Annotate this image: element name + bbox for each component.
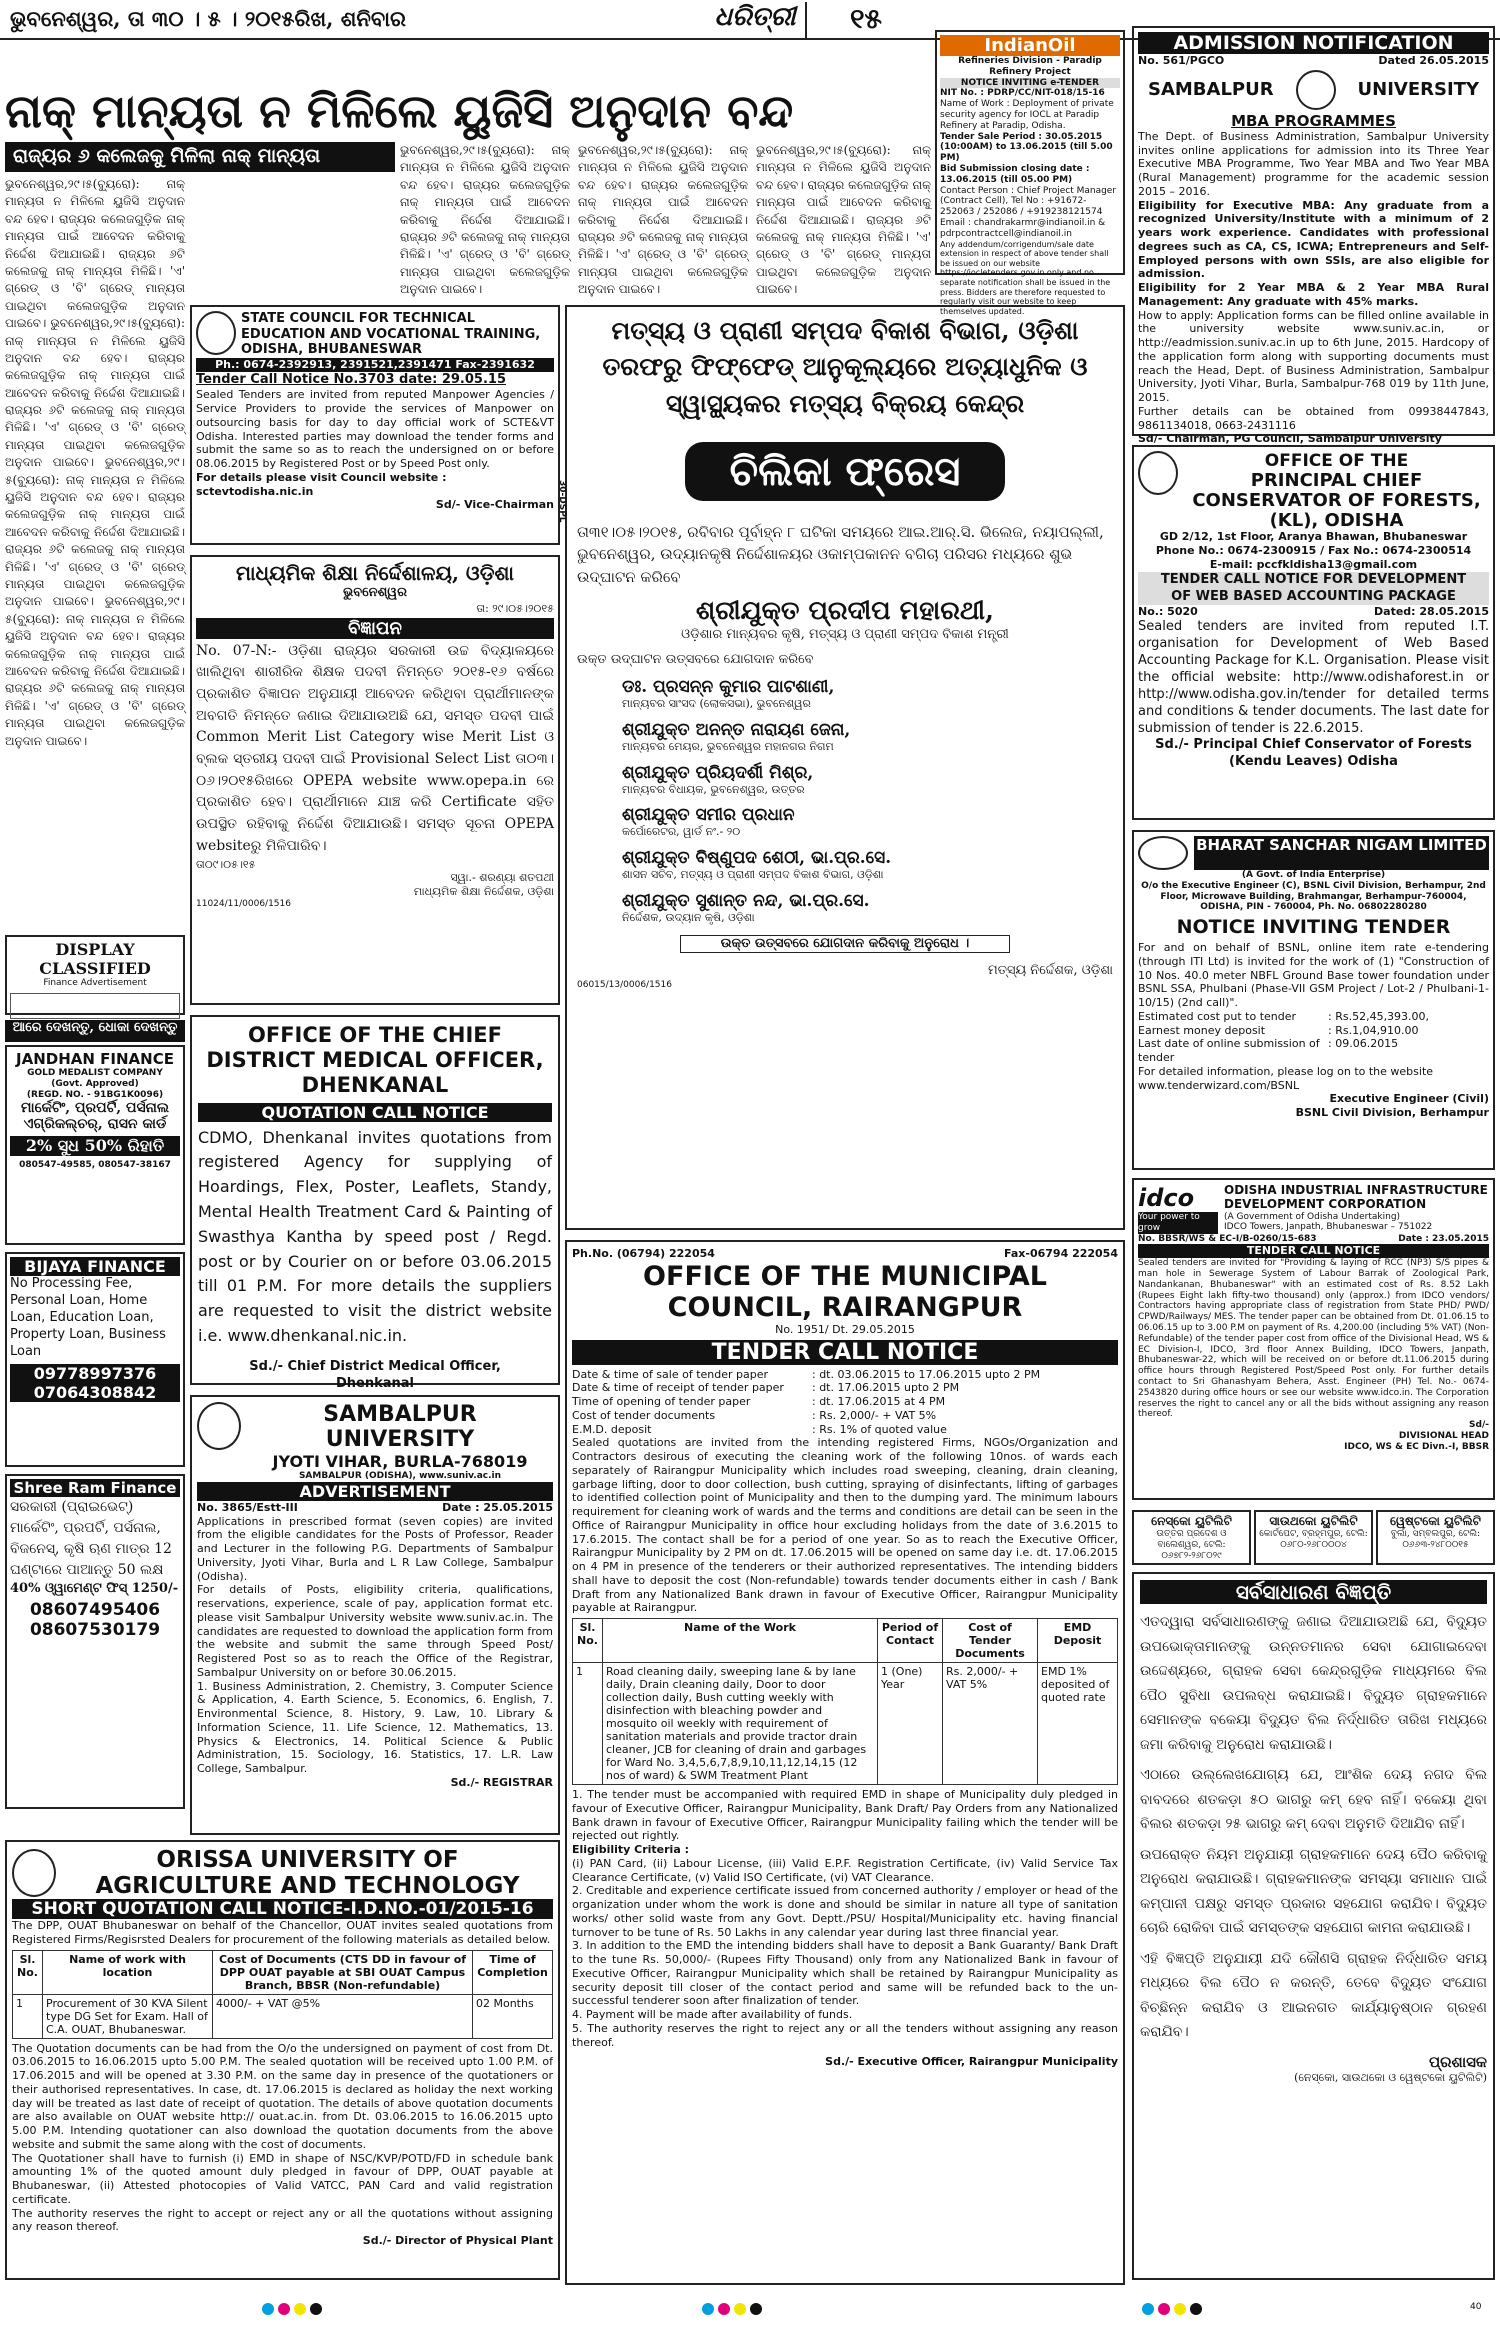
municipal-row: Cost of tender documents : Rs. 2,000/- + VAT 5%: [572, 1408, 937, 1422]
sctevt-ad: [190, 305, 560, 545]
indianoil-nit: NIT No. : PDRP/CC/NIT-018/15-16: [940, 88, 1105, 99]
municipal-phone: Ph.No. (06794) 222054: [572, 1247, 715, 1260]
indianoil-closing: Bid Submission closing date : 13.06.2015 (till 05.00 PM): [940, 163, 1090, 185]
bsnl-ad: [1132, 830, 1495, 1170]
shree-title: Shree Ram Finance: [10, 1479, 180, 1497]
bsnl-heading: NOTICE INVITING TENDER: [1176, 916, 1451, 939]
fisheries-side-code: 30-DSPL: [557, 480, 567, 523]
page-number: ୧୫: [805, 2, 925, 38]
bijaya-title: BIJAYA FINANCE: [10, 1257, 180, 1276]
dhenkanal-signature-1: Sd./- Chief District Medical Officer,: [249, 1358, 501, 1374]
idco-no: No. BBSR/WS & EC-I/B-0260/15-683: [1138, 1233, 1317, 1244]
municipal-note-4: 4. Payment will be made after availability of funds.: [572, 2008, 853, 2022]
fisheries-title: ମତ୍ସ୍ୟ ଓ ପ୍ରାଣୀ ସମ୍ପଦ ବିକାଶ ବିଭାଗ, ଓଡ଼ିଶା ତରଫରୁ ଫିଫ୍‌ଫେଡ୍ ଆନୁକୂଲ୍ୟରେ ଅତ୍ୟାଧୁନିକ ଓ ସ୍ୱାସ୍ଥ୍ୟକର ମତ୍ସ୍ୟ ବିକ୍ରୟ କେନ୍ଦ୍ର: [602, 316, 1088, 418]
municipal-row: Date & time of receipt of tender paper : dt. 17.06.2015 upto 2 PM: [572, 1381, 960, 1395]
display-classified-title: DISPLAY CLASSIFIED: [39, 940, 151, 978]
bsnl-row: Last date of online submission of tender : 09.06.2015: [1138, 1037, 1399, 1065]
municipal-title: OFFICE OF THE MUNICIPAL COUNCIL, RAIRANGPUR: [643, 1260, 1047, 1323]
shree-ram-finance-ad: [5, 1474, 185, 1809]
sambalpur-seal-icon: [197, 1402, 241, 1450]
table-header-row: Sl. No. Name of work with location Cost of Documents (CTS DD in favour of DPP OUAT payable at SBI OUAT Campus Branch, BBSR (Non-refundable) Time of Completion: [13, 1950, 553, 1994]
madhyamika-title: ମାଧ୍ୟମିକ ଶିକ୍ଷା ନିର୍ଦ୍ଦେଶାଳୟ, ଓଡ଼ିଶା: [236, 561, 514, 585]
forest-date: Dated: 28.05.2015: [1374, 605, 1489, 619]
madhyamika-city: ଭୁବନେଶ୍ୱର: [343, 585, 407, 600]
chief-guest-name: ଶ୍ରୀଯୁକ୍ତ ପ୍ରଦୀପ ମହାରଥୀ,: [695, 596, 995, 627]
idco-signature-3: IDCO, WS & EC Divn.-I, BBSR: [1344, 1441, 1489, 1452]
ouat-title-1: ORISSA UNIVERSITY OF: [156, 1847, 459, 1873]
utility-box: ସାଉଥକୋ ୟୁଟିଲିଟି କୋର୍ଟପେଟ, ବ୍ରହ୍ମପୁର, ଟେଲି: ୦୬୮୦-୨୬୮୦୦୦୪: [1254, 1510, 1373, 1565]
admission-para-4: How to apply: Application forms can be filled online available in the university website www.suniv.ac.in, or http://eadmission.suniv.ac.in up to 6th June, 2015. Hardcopy of the application form along with supporting documents must reach the Head, Dept. of Business Administration, Sambalpur University, Jyoti Vihar, Burla, Sambalpur-768 019 by 11th June, 2015.: [1138, 308, 1489, 404]
madhyamika-date: ତା: ୨୯।୦୫।୨୦୧୫: [476, 601, 554, 615]
university-name-left: SAMBALPUR: [1148, 79, 1274, 101]
madhyamika-body: No. 07-N:- ଓଡ଼ିଶା ରାଜ୍ୟର ସରକାରୀ ଉଚ୍ଚ ବିଦ୍ୟାଳୟରେ ଖାଲିଥିବା ଶାରୀରିକ ଶିକ୍ଷକ ପଦବୀ ନିମନ୍ତେ ୨୦୧୫-୧୬ ବର୍ଷରେ ପ୍ରକାଶିତ ବିଜ୍ଞାପନ ଅନୁଯାୟୀ ଆବେଦନ କରିଥିବା ପ୍ରାର୍ଥୀମାନଙ୍କ ଅବଗତି ନିମନ୍ତେ ଜଣାଇ ଦିଆଯାଉଅଛି ଯେ, ସମସ୍ତ ପଦବୀ ପାଇଁ Common Merit List Category wise Merit List ଓ ବ୍ଲକ ସ୍ତରୀୟ ପଦବୀ ପାଇଁ Provisional Select List ତା୦୩।୦୬।୨୦୧୫ରିଖରେ OPEPA website www.opepa.in ରେ ପ୍ରକାଶିତ ହେବ। ପ୍ରାର୍ଥୀମାନେ ଯାଞ୍ଚ କରି Certificate ସହିତ ଉପସ୍ଥିତ ରହିବାକୁ ନିର୍ଦ୍ଦେଶ ଦିଆଯାଉଛି। ସମସ୍ତ ସୂଚନା OPEPA websiteରୁ ମିଳିପାରିବ।: [196, 642, 554, 854]
university-name-right: UNIVERSITY: [1357, 79, 1479, 101]
municipal-note-2: 2. Creditable and experience certificate issued from concerned authority / employer or head of the organization under whom the work is done and should be similar in nature all type of sanitation works/ other solid waste from any Govt. Deptt./PSU/ Hospital/Municipality etc. having financial turnover to be tune of Rs. 50 Lakhs in any calendar year during last three financial year.: [572, 1884, 1118, 1939]
fisheries-intro: ତା୩୧।୦୫।୨୦୧୫, ରବିବାର ପୂର୍ବାହ୍ନ ୮ ଘଟିକା ସମୟରେ ଆଇ.ଆର୍.ସି. ଭିଲେଜ, ନୟାପଲ୍ଲୀ, ଭୁବନେଶ୍ୱର, ଉଦ୍ୟାନକୃଷି ନିର୍ଦ୍ଦେଶାଳୟର ଓକାମ୍ପକାନନ ବଗିଚା ପରିସର ମଧ୍ୟରେ ଶୁଭ ଉଦ୍‌ଘାଟନ କରିବେ: [577, 522, 1104, 586]
sambalpur2-para-3: 1. Business Administration, 2. Chemistry, 3. Computer Science & Application, 4. Earth Science, 5. Economics, 6. English, 7. Environmental Science, 8. History, 9. Law, 10. Library & Information Science, 11. Life Science, 12. Mathematics, 13. Physics & Electronics, 14. Political Science & Public Administration, 15. Sociology, 16. Statistics, 17. L.R. Law College, Sambalpur.: [197, 1679, 553, 1776]
ouat-ad: [5, 1840, 560, 2280]
jandhan-line-1: ମାର୍କେଟିଂ, ପ୍ରପର୍ଟି, ପର୍ସନାଲ: [20, 1100, 170, 1117]
print-registration-strip: [0, 2292, 1500, 2332]
public-notice-para-3: ଉପରୋକ୍ତ ନିୟମ ଅନୁଯାୟୀ ଗ୍ରାହକମାନେ ଦେୟ ପୈଠ କରିବାକୁ ଅନୁରୋଧ କରାଯାଉଛି। ଗ୍ରାହକମାନଙ୍କ ସମସ୍ୟା ସମାଧାନ ପାଇଁ କମ୍ପାନୀ ପକ୍ଷରୁ ସମସ୍ତ ପ୍ରକାର ସହଯୋଗ କରାଯିବ। ବିଦ୍ୟୁତ ଚୋରି ରୋକିବା ପାଇଁ ସମସ୍ତଙ୍କ ସହଯୋଗ କାମନା କରାଯାଉଛି।: [1140, 1846, 1487, 1936]
ouat-para-1: The Quotation documents can be had from the O/o the undersigned on payment of cost from Dt. 03.06.2015 to 16.06.2015 upto 5.00 P.M. The sealed quotation will be received upto 1.00 P.M. of 17.06.2015 and will be opened at 3.30 P.M. on the same day in presence of the quotationers or their authorised representatives. In case, dt. 17.06.2015 is declared as holiday the next working day will be treated as last date of receipt of quotation. The details of above quotation documents are also available on OUAT website http:// ouat.ac.in. from Dt. 03.06.2015 to 16.06.2015 upto 5.00 P.M. Intending quotationer can also download the quotation documents from the above website and submit the same along with the cost of documents.: [12, 2041, 553, 2151]
fisheries-signature: ମତ୍ସ୍ୟ ନିର୍ଦ୍ଦେଶକ, ଓଡ଼ିଶା: [987, 963, 1113, 979]
cmyk-marks: [1140, 2300, 1230, 2320]
bsnl-row: Earnest money deposit : Rs.1,04,910.00: [1138, 1023, 1419, 1037]
cmyk-marks: [260, 2300, 350, 2320]
sctevt-notice: Tender Call Notice No.3703 date: 29.05.15: [196, 371, 506, 387]
dhenkanal-body: CDMO, Dhenkanal invites quotations from registered Agency for supplying of Hoardings, Flex, Poster, Leaflets, Standy, Mental Health Treatment Card & Painting of Swasthya Kantha by speed post / Regd. post or by Courier on or before 03.06.2015 till 01 P.M. For more details the suppliers are requested to visit the district website i.e. www.dhenkanal.nic.in.: [198, 1127, 552, 1345]
bijaya-body: No Processing Fee, Personal Loan, Home Loan, Education Loan, Property Loan, Business Loan: [10, 1276, 166, 1359]
municipal-row: Time of opening of tender paper : dt. 17.06.2015 at 4 PM: [572, 1395, 946, 1409]
ouat-intro: The DPP, OUAT Bhubaneswar on behalf of the Chancellor, OUAT invites sealed quotations from Registered Firms/Regisrsted Dealers for procurement of the following materials as detailed below.: [12, 1919, 553, 1946]
bsnl-title: BHARAT SANCHAR NIGAM LIMITED: [1196, 836, 1487, 854]
jandhan-title: JANDHAN FINANCE: [16, 1050, 174, 1068]
bijaya-finance-ad: [5, 1252, 185, 1467]
subheadline: ରାଜ୍ୟର ୬ କଲେଜକୁ ମିଳିଲା ନାକ୍ ମାନ୍ୟତା: [5, 142, 395, 172]
forest-seal-icon: [1138, 451, 1178, 495]
fisheries-ad: [565, 305, 1125, 1230]
indianoil-title: NOTICE INVITING e-TENDER: [940, 78, 1120, 89]
admission-para-3: Eligibility for 2 Year MBA & 2 Year MBA Rural Management: Any graduate with 45% marks.: [1138, 281, 1489, 308]
indianoil-ad: [935, 30, 1125, 316]
madhyamika-date-2: ତା୦୯।୦୫।୧୫: [196, 857, 256, 871]
sambalpur2-signature: Sd./- REGISTRAR: [450, 1775, 553, 1789]
sambalpur2-heading: ADVERTISEMENT: [197, 1482, 553, 1501]
idco-ad: [1132, 1178, 1495, 1500]
sambalpur2-para-1: Applications in prescribed format (seven copies) are invited from the eligible candidates for the Posts of Professor, Reader and Lecturer in the following P.G. Departments of Sambalpur University, Jyoti Vihar, Burla and L R Law College, Sambalpur (Odisha).: [197, 1514, 553, 1583]
shree-phone-1: 08607495406: [29, 1600, 161, 1620]
sctevt-details[interactable]: For details please visit Council website : sctevtodisha.nic.in: [196, 470, 447, 498]
idco-signature-1: Sd/-: [1469, 1420, 1489, 1431]
chilika-fresh-banner: ଚିଲିକା ଫ୍ରେସ: [685, 442, 1005, 501]
idco-title: ODISHA INDUSTRIAL INFRASTRUCTURE DEVELOPMENT CORPORATION: [1224, 1183, 1488, 1211]
utility-box: ୱେଷ୍ଟକୋ ୟୁଟିଲିଟି ବୁର୍ଲା, ସମ୍ବଲପୁର, ଟେଲି: ୦୬୬୩-୨୪୮୦୦୧୫: [1376, 1510, 1495, 1565]
guest-list: [577, 677, 1113, 925]
municipal-fax: Fax-06794 222054: [1004, 1247, 1118, 1260]
sambalpur2-address: SAMBALPUR (ODISHA), www.suniv.ac.in: [298, 1471, 502, 1481]
bsnl-signature-2: BSNL Civil Division, Berhampur: [1295, 1106, 1489, 1120]
sctevt-body: Sealed Tenders are invited from reputed Manpower Agencies / Service Providers to provide the services of Manpower on outsourcing basis for day to day official work of SCTE&VT Odisha. Interested parties may download the tender forms and submit the same so as to reach the undersigned on or before 08.06.2015 by Registered Post or by Speed Post only.: [196, 388, 554, 471]
municipal-note-3: 3. In addition to the EMD the intending bidders shall have to deposit a Bank Guaranty/ Bank Draft to the tune Rs. 50,000/- (Rupees Fifty Thousand) only from any Nationalized Bank in favour of Executive Officer, Rairangpur Municipality which shall be retained by Rairangpur Municipality as security deposit till closer of the contact period and same will be refunded back to the un-successful tenderer soon after finalization of tender.: [572, 1939, 1118, 2008]
guest-item: ଶ୍ରୀଯୁକ୍ତ ବିଷ୍ଣୁପଦ ଶେଠୀ, ଭା.ପ୍ର.ସେ. ଶାସନ ସଚିବ, ମତ୍ସ୍ୟ ଓ ପ୍ରାଣୀ ସମ୍ପଦ ବିକାଶ ବିଭାଗ, ଓଡ଼ିଶା: [622, 848, 892, 882]
cmyk-marks: [700, 2300, 790, 2320]
admission-date: Dated 26.05.2015: [1378, 54, 1489, 67]
forest-signature: Sd./- Principal Chief Conservator of Forests (Kendu Leaves) Odisha: [1155, 737, 1472, 770]
sctevt-seal-icon: [196, 311, 236, 355]
admission-no: No. 561/PGCO: [1138, 54, 1225, 67]
fisheries-code: 06015/13/0006/1516: [577, 980, 672, 991]
municipal-note-1: 1. The tender must be accompanied with required EMD in shape of Municipality duly pledged in favour of Executive Officer, Rairangpur Municipality, Bank Draft/ Pay Orders from any Nationalized Bank drawn in favour of Executive Officer, Rairangpur Municipality failing which the tender will be rejected out rightly.: [572, 1788, 1118, 1843]
sambalpur-advertisement: [190, 1395, 560, 1835]
sambalpur2-para-2: For details of Posts, eligibility criteria, qualifications, reservations, experience, scale of pay, application format etc. please visit Sambalpur University website www.suniv.ac.in. The candidates are requested to download the application form from the website and submit the same through Speed Post/ Registered Post so as to reach the Office of the Registrar, Sambalpur University on or before 30.06.2015.: [197, 1583, 553, 1679]
municipal-ad: [565, 1240, 1125, 2285]
shree-offer: 40% ଓ୍ୱାମେଣ୍ଟ ଫିସ୍ 1250/-: [10, 1581, 179, 1596]
public-notice-signature: ପ୍ରଶାସକ: [1428, 2052, 1487, 2071]
public-notice-para-2: ଏଠାରେ ଉଲ୍ଲେଖଯୋଗ୍ୟ ଯେ, ଆଂଶିକ ଦେୟ ନଗଦ ବିଲ ବାବଦରେ ଶତକଡ଼ା ୫୦ ଭାଗରୁ କମ୍ ହେବ ନାହିଁ। ବକେୟା ଥିବା ବିଲର ଶତକଡ଼ା ୨୫ ଭାଗରୁ କମ୍ ଦେବା ଅନୁମତି ଦିଆଯିବ ନାହିଁ।: [1140, 1767, 1487, 1832]
guest-item: ଶ୍ରୀଯୁକ୍ତ ସମୀର ପ୍ରଧାନ କର୍ପୋରେଟର, ୱାର୍ଡ ନଂ.- ୨୦: [622, 805, 795, 839]
guest-item: ଶ୍ରୀଯୁକ୍ତ ସୁଶାନ୍ତ ନନ୍ଦ, ଭା.ପ୍ର.ସେ. ନିର୍ଦ୍ଦେଶକ, ଉଦ୍ୟାନ କୃଷି, ଓଡ଼ିଶା: [622, 890, 870, 924]
bsnl-logo-icon: [1138, 836, 1188, 870]
ouat-para-3: The authority reserves the right to accept or reject any or all the quotations without assigning any reason thereof.: [12, 2206, 553, 2234]
madhyamika-code: 11024/11/0006/1516: [196, 898, 291, 909]
paper-logo: ଧରିତ୍ରୀ: [714, 2, 796, 32]
municipal-row: E.M.D. deposit : Rs. 1% of quoted value: [572, 1422, 947, 1436]
university-seal-icon: [1296, 70, 1336, 110]
sctevt-phone: Ph.: 0674-2392913, 2391521,2391471 Fax-2391632: [196, 358, 554, 372]
forest-notice-line-2: OF WEB BASED ACCOUNTING PACKAGE: [1138, 589, 1489, 606]
display-classified-header: [5, 935, 185, 1015]
idco-address: IDCO Towers, Janpath, Bhubaneswar – 751022: [1224, 1222, 1433, 1233]
indianoil-logo: IndianOil: [940, 35, 1120, 56]
dateline: ଭୁବନେଶ୍ୱର, ତା ୩୦ । ୫ । ୨୦୧୫ରିଖ, ଶନିବାର: [10, 6, 406, 31]
idco-date: Date : 23.05.2015: [1398, 1233, 1489, 1244]
municipal-note-5: 5. The authority reserves the right to reject any or all the tenders without assigning any reason thereof.: [572, 2021, 1118, 2049]
idco-tagline: Your power to grow: [1138, 1212, 1218, 1234]
bsnl-row: Estimated cost put to tender : Rs.52,45,393.00,: [1138, 1009, 1430, 1023]
forest-no: No.: 5020: [1138, 605, 1198, 619]
municipal-eligibility: Eligibility Criteria :: [572, 1843, 689, 1857]
dhenkanal-title: OFFICE OF THE CHIEF DISTRICT MEDICAL OFFICER, DHENKANAL: [206, 1023, 544, 1098]
indianoil-addendum: Any addendum/corrigendum/sale date extension in respect of above tender shall be issued on our website https://iocletenders.gov.in only and no separate notification shall be issued in the press. Bidders are therefore requested to regularly visit our website to keep themselves updated.: [940, 239, 1111, 316]
forest-address: GD 2/12, 1st Floor, Aranya Bhawan, Bhubaneswar: [1159, 530, 1468, 544]
idco-heading: TENDER CALL NOTICE: [1138, 1244, 1489, 1258]
sctevt-title: STATE COUNCIL FOR TECHNICAL EDUCATION AND VOCATIONAL TRAINING, ODISHA, BHUBANESWAR: [241, 311, 541, 358]
dhenkanal-signature-2: Dhenkanal: [335, 1375, 415, 1391]
forest-title: PRINCIPAL CHIEF CONSERVATOR OF FORESTS, (KL), ODISHA: [1192, 470, 1481, 531]
forest-phone: Phone No.: 0674-2300915 / Fax No.: 0674-2300514: [1155, 544, 1472, 558]
admission-para-1: The Dept. of Business Administration, Sambalpur University invites online applications for admission into its Three Year Executive MBA Programme, Two Year MBA and Two Year MBA (Rural Management) programme for the academic session 2015 – 2016.: [1138, 129, 1489, 198]
municipal-row: Date & time of sale of tender paper : dt. 03.06.2015 to 17.06.2015 upto 2 PM: [572, 1367, 1041, 1381]
dhenkanal-ad: [190, 1015, 560, 1391]
dhenkanal-heading: QUOTATION CALL NOTICE: [198, 1103, 552, 1122]
bsnl-sub: (A Govt. of India Enterprise): [1241, 870, 1386, 880]
ouat-heading: SHORT QUOTATION CALL NOTICE-I.D.NO.-01/2015-16: [12, 1899, 553, 1919]
fisheries-closing: ଉକ୍ତ ଉତ୍ସବରେ ଯୋଗଦାନ କରିବାକୁ ଅନୁରୋଧ ।: [680, 935, 1010, 954]
indianoil-work: Name of Work : Deployment of private security agency for IOCL at Paradip Refinery at Paradip, Odisha.: [940, 99, 1114, 131]
madhyamika-signature: ସ୍ୱା.- ଶରଣ୍ୟା ଶତପଥୀ: [450, 871, 554, 885]
sambalpur2-sub: JYOTI VIHAR, BURLA-768019: [272, 1452, 528, 1471]
forest-email: E-mail: pccfkldisha13@gmail.com: [1209, 557, 1418, 571]
admission-para-5: Further details can be obtained from 09938447843, 9861134018, 0663-2431116: [1138, 404, 1489, 432]
sambalpur2-no: No. 3865/Estt-III: [197, 1500, 298, 1514]
page-marker: 40: [1470, 2302, 1482, 2312]
news-column-2: ଭୁବନେଶ୍ୱର,୨୯।୫(ବ୍ୟୁରୋ): ନାକ୍ ମାନ୍ୟତା ନ ମିଳିଲେ ୟୁଜିସି ଅନୁଦାନ ବନ୍ଦ ହେବ। ରାଜ୍ୟର କଲେଜଗୁଡ଼ିକ ନାକ୍ ମାନ୍ୟତା ପାଇଁ ଆବେଦନ କରିବାକୁ ନିର୍ଦ୍ଦେଶ ଦିଆଯାଇଛି। ରାଜ୍ୟର ୬ଟି କଲେଜକୁ ନାକ୍ ମାନ୍ୟତା ମିଳିଛି। 'ଏ' ଗ୍ରେଡ୍ ଓ 'ବି' ଗ୍ରେଡ୍ ମାନ୍ୟତା ପାଇଥିବା କଲେଜଗୁଡ଼ିକ ଅନୁଦାନ ପାଇବେ।: [400, 143, 570, 297]
madhyamika-heading: ବିଜ୍ଞାପନ: [196, 618, 554, 639]
idco-signature-2: DIVISIONAL HEAD: [1398, 1430, 1489, 1441]
bijaya-phone-2: 07064308842: [10, 1383, 180, 1402]
indianoil-division: Refineries Division - Paradip Refinery Project: [958, 56, 1102, 77]
jandhan-finance-ad: [5, 1045, 185, 1245]
admission-heading: ADMISSION NOTIFICATION: [1138, 32, 1489, 54]
sambalpur2-title: SAMBALPUR UNIVERSITY: [323, 1402, 477, 1452]
classified-strip: ଆରେ ଦେଖନ୍ତୁ, ଧୋକା ଦେଖନ୍ତୁ: [5, 1020, 185, 1042]
table-row: 1 Procurement of 30 KVA Silent type DG Set for Exam. Hall of C.A. OUAT, Bhubaneswar. 4000/- + VAT @5% 02 Months: [13, 1994, 553, 2038]
municipal-table: [572, 1618, 1118, 1785]
mba-programmes: MBA PROGRAMMES: [1231, 111, 1396, 130]
forest-body: Sealed tenders are invited from reputed I.T. organisation for Development of Web Based Accounting Package for K.L. Organisation. Please visit the official website: http://www.odishaforest.in or http://www.odisha.gov.in/tender for detailed terms and conditions & tender documents. The last date for submission of tender is 22.6.2015.: [1138, 619, 1489, 736]
public-notice-para-4: ଏହି ବିଜ୍ଞପ୍ତି ଅନୁଯାୟୀ ଯଦି କୌଣସି ଗ୍ରାହକ ନିର୍ଦ୍ଧାରିତ ସମୟ ମଧ୍ୟରେ ବିଲ ପୈଠ ନ କରନ୍ତି, ତେବେ ବିଦ୍ୟୁତ ସଂଯୋଗ ବିଚ୍ଛିନ୍ନ କରାଯିବ ଓ ଆଇନଗତ କାର୍ଯ୍ୟାନୁଷ୍ଠାନ ଗ୍ରହଣ କରାଯିବ।: [1140, 1950, 1487, 2040]
guest-item: ଶ୍ରୀଯୁକ୍ତ ଅନନ୍ତ ନାରାୟଣ ଜେନା, ମାନ୍ୟବର ମେୟର, ଭୁବନେଶ୍ୱର ମହାନଗର ନିଗମ: [622, 719, 851, 753]
municipal-signature: Sd./- Executive Officer, Rairangpur Municipality: [825, 2055, 1118, 2069]
idco-sub: (A Government of Odisha Undertaking): [1224, 1211, 1401, 1222]
sambalpur2-date: Date : 25.05.2015: [442, 1500, 553, 1514]
sctevt-signature: Sd/- Vice-Chairman: [435, 498, 554, 512]
indianoil-sale: Tender Sale Period : 30.05.2015 (10:00AM) to 13.06.2015 (till 5.00 PM): [940, 131, 1113, 164]
display-classified-sub: Finance Advertisement: [43, 978, 147, 988]
news-column-1: ଭୁବନେଶ୍ୱର,୨୯।୫(ବ୍ୟୁରୋ): ନାକ୍ ମାନ୍ୟତା ନ ମିଳିଲେ ୟୁଜିସି ଅନୁଦାନ ବନ୍ଦ ହେବ। ରାଜ୍ୟର କଲେଜଗୁଡ଼ିକ ନାକ୍ ମାନ୍ୟତା ପାଇଁ ଆବେଦନ କରିବାକୁ ନିର୍ଦ୍ଦେଶ ଦିଆଯାଇଛି। ରାଜ୍ୟର ୬ଟି କଲେଜକୁ ନାକ୍ ମାନ୍ୟତା ମିଳିଛି। 'ଏ' ଗ୍ରେଡ୍ ଓ 'ବି' ଗ୍ରେଡ୍ ମାନ୍ୟତା ପାଇଥିବା କଲେଜଗୁଡ଼ିକ ଅନୁଦାନ ପାଇବେ। ଭୁବନେଶ୍ୱର,୨୯।୫(ବ୍ୟୁରୋ): ନାକ୍ ମାନ୍ୟତା ନ ମିଳିଲେ ୟୁଜିସି ଅନୁଦାନ ବନ୍ଦ ହେବ। ରାଜ୍ୟର କଲେଜଗୁଡ଼ିକ ନାକ୍ ମାନ୍ୟତା ପାଇଁ ଆବେଦନ କରିବାକୁ ନିର୍ଦ୍ଦେଶ ଦିଆଯାଇଛି। ରାଜ୍ୟର ୬ଟି କଲେଜକୁ ନାକ୍ ମାନ୍ୟତା ମିଳିଛି। 'ଏ' ଗ୍ରେଡ୍ ଓ 'ବି' ଗ୍ରେଡ୍ ମାନ୍ୟତା ପାଇଥିବା କଲେଜଗୁଡ଼ିକ ଅନୁଦାନ ପାଇବେ। ଭୁବନେଶ୍ୱର,୨୯।୫(ବ୍ୟୁରୋ): ନାକ୍ ମାନ୍ୟତା ନ ମିଳିଲେ ୟୁଜିସି ଅନୁଦାନ ବନ୍ଦ ହେବ। ରାଜ୍ୟର କଲେଜଗୁଡ଼ିକ ନାକ୍ ମାନ୍ୟତା ପାଇଁ ଆବେଦନ କରିବାକୁ ନିର୍ଦ୍ଦେଶ ଦିଆଯାଇଛି। ରାଜ୍ୟର ୬ଟି କଲେଜକୁ ନାକ୍ ମାନ୍ୟତା ମିଳିଛି। 'ଏ' ଗ୍ରେଡ୍ ଓ 'ବି' ଗ୍ରେଡ୍ ମାନ୍ୟତା ପାଇଥିବା କଲେଜଗୁଡ଼ିକ ଅନୁଦାନ ପାଇବେ। ଭୁବନେଶ୍ୱର,୨୯।୫(ବ୍ୟୁରୋ): ନାକ୍ ମାନ୍ୟତା ନ ମିଳିଲେ ୟୁଜିସି ଅନୁଦାନ ବନ୍ଦ ହେବ। ରାଜ୍ୟର କଲେଜଗୁଡ଼ିକ ନାକ୍ ମାନ୍ୟତା ପାଇଁ ଆବେଦନ କରିବାକୁ ନିର୍ଦ୍ଦେଶ ଦିଆଯାଇଛି। ରାଜ୍ୟର ୬ଟି କଲେଜକୁ ନାକ୍ ମାନ୍ୟତା ମିଳିଛି। 'ଏ' ଗ୍ରେଡ୍ ଓ 'ବି' ଗ୍ରେଡ୍ ମାନ୍ୟତା ପାଇଥିବା କଲେଜଗୁଡ଼ିକ ଅନୁଦାନ ପାଇବେ।: [5, 177, 185, 748]
admission-signature: Sd/- Chairman, PG Council, Sambalpur University: [1138, 432, 1442, 446]
public-notice-para-1: ଏତଦ୍ୱାରା ସର୍ବସାଧାରଣଙ୍କୁ ଜଣାଇ ଦିଆଯାଉଅଛି ଯେ, ବିଦ୍ୟୁତ ଉପଭୋକ୍ତାମାନଙ୍କୁ ଉନ୍ନତମାନର ସେବା ଯୋଗାଇଦେବା ଉଦ୍ଦେଶ୍ୟରେ, ଗ୍ରାହକ ସେବା କେନ୍ଦ୍ରଗୁଡ଼ିକ ମାଧ୍ୟମରେ ବିଲ ପୈଠ ସୁବିଧା ଉପଲବ୍ଧ କରାଯାଇଛି। ବିଦ୍ୟୁତ ଗ୍ରାହକମାନେ ସେମାନଙ୍କ ବକେୟା ବିଦ୍ୟୁତ ବିଲ ନିର୍ଦ୍ଧାରିତ ତାରିଖ ମଧ୍ୟରେ ଜମା କରିବାକୁ ଅନୁରୋଧ କରାଯାଉଛି।: [1140, 1614, 1487, 1753]
municipal-no: No. 1951/ Dt. 29.05.2015: [775, 1322, 915, 1336]
ouat-signature: Sd./- Director of Physical Plant: [362, 2234, 553, 2247]
headline: ନାକ୍ ମାନ୍ୟତା ନ ମିଳିଲେ ୟୁଜିସି ଅନୁଦାନ ବନ୍ଦ: [5, 84, 794, 138]
guest-item: ଡଃ. ପ୍ରସନ୍ନ କୁମାର ପାଟଶାଣୀ, ମାନ୍ୟବର ସାଂସଦ (ଲୋକସଭା), ଭୁବନେଶ୍ୱର: [622, 677, 835, 711]
chief-guest-designation: ଓଡ଼ିଶାର ମାନ୍ୟବର କୃଷି, ମତ୍ସ୍ୟ ଓ ପ୍ରାଣୀ ସମ୍ପଦ ବିକାଶ ମନ୍ତ୍ରୀ: [681, 627, 1009, 643]
idco-body: Sealed tenders are invited for "Providing & laying of RCC (NP3) S/S pipes & man hole in Sewerage System of Labour Barrak of Zoological Park, Nandankanan, Bhubaneswar" with an estimated cost of Rs. 8.52 Lakh (Rupees Eight lakh fifty-two thousand) only (approx.) from IDCO vendors/ Contractors having appropriate class of registration from State PHD/ PWD/ CPWD/Railways/ MES. The tender paper can be obtained from Dt. 01.06.15 to 06.06.15 up to 3.00 P.M on payment of Rs. 4,200.00 (including 5% VAT) (Non-Refundable) of the tender paper cost from office of the Divisional Head, WS & EC Division-I, IDCO, 3rd floor Annex Building, IDCO Towers, Janpath, Bhubaneswar-22, which will be received on or before dt.11.06.2015 during office hours through Registered Post/Speed Post only. For further details contact to Sri Ghanashyam Behera, Asst. Engineer (PH) Tel. No.- 0674-2543820 during office hours or see our website www.idco.in. The Corporation reserves the right to cancel any or all the bids without assigning any reason thereof.: [1138, 1258, 1489, 1420]
jandhan-sub: GOLD MEDALIST COMPANY (Govt. Approved): [27, 1068, 163, 1089]
madhyamika-designation: ମାଧ୍ୟମିକ ଶିକ୍ଷା ନିର୍ଦ୍ଦେଶକ, ଓଡ଼ିଶା: [413, 885, 554, 899]
bijaya-phone-1: 09778997376: [10, 1364, 180, 1383]
public-notice-ad: [1132, 1572, 1495, 2280]
table-row: 1 Road cleaning daily, sweeping lane & by lane daily, Drain cleaning daily, Door to door collection daily, Bush cutting weekly with disinfection with bleaching powder and mosquito oil weekly with requirement of sanitation materials and provide tractor drain cleaner, JCB for cleaning of drain and garbages for Ward No. 3,4,5,6,7,8,9,10,11,12,14,15 (12 nos of ward) & SWM Treatment Plant 1 (One) Year Rs. 2,000/- + VAT 5% EMD 1% deposited of quoted rate: [573, 1663, 1118, 1785]
news-column-4: ଭୁବନେଶ୍ୱର,୨୯।୫(ବ୍ୟୁରୋ): ନାକ୍ ମାନ୍ୟତା ନ ମିଳିଲେ ୟୁଜିସି ଅନୁଦାନ ବନ୍ଦ ହେବ। ରାଜ୍ୟର କଲେଜଗୁଡ଼ିକ ନାକ୍ ମାନ୍ୟତା ପାଇଁ ଆବେଦନ କରିବାକୁ ନିର୍ଦ୍ଦେଶ ଦିଆଯାଇଛି। ରାଜ୍ୟର ୬ଟି କଲେଜକୁ ନାକ୍ ମାନ୍ୟତା ମିଳିଛି। 'ଏ' ଗ୍ରେଡ୍ ଓ 'ବି' ଗ୍ରେଡ୍ ମାନ୍ୟତା ପାଇଥିବା କଲେଜଗୁଡ଼ିକ ଅନୁଦାନ ପାଇବେ।: [756, 143, 932, 297]
bsnl-body: For and on behalf of BSNL, online item rate e-tendering (through ITI Ltd) is invited for the work of (1) "Construction of 10 Nos. 40.0 meter NBFL Ground Base tower foundation under BSNL SSA, Phulbani (Phase-VII GSM Project / Lot-2 / Phulbani-1-10/15) (2nd call)".: [1138, 941, 1489, 1010]
news-column-3: ଭୁବନେଶ୍ୱର,୨୯।୫(ବ୍ୟୁରୋ): ନାକ୍ ମାନ୍ୟତା ନ ମିଳିଲେ ୟୁଜିସି ଅନୁଦାନ ବନ୍ଦ ହେବ। ରାଜ୍ୟର କଲେଜଗୁଡ଼ିକ ନାକ୍ ମାନ୍ୟତା ପାଇଁ ଆବେଦନ କରିବାକୁ ନିର୍ଦ୍ଦେଶ ଦିଆଯାଇଛି। ରାଜ୍ୟର ୬ଟି କଲେଜକୁ ନାକ୍ ମାନ୍ୟତା ମିଳିଛି। 'ଏ' ଗ୍ରେଡ୍ ଓ 'ବି' ଗ୍ରେଡ୍ ମାନ୍ୟତା ପାଇଥିବା କଲେଜଗୁଡ଼ିକ ଅନୁଦାନ ପାଇବେ।: [578, 143, 748, 297]
table-header-row: Sl. No. Name of the Work Period of Contact Cost of Tender Documents EMD Deposit: [573, 1619, 1118, 1663]
ouat-title-2: AGRICULTURE AND TECHNOLOGY: [95, 1873, 520, 1899]
madhyamika-ad: [190, 555, 560, 1005]
indianoil-email: Email : chandrakarmr@indianoil.in & pdrpcontractcell@indianoil.in: [940, 217, 1106, 239]
ouat-seal-icon: [12, 1849, 56, 1897]
admission-notification-ad: [1132, 26, 1495, 446]
forest-notice-line-1: TENDER CALL NOTICE FOR DEVELOPMENT: [1138, 572, 1489, 589]
rate-table: [10, 993, 180, 1019]
jandhan-phone: 080547-49585, 080547-38167: [19, 1160, 171, 1171]
municipal-heading: TENDER CALL NOTICE: [572, 1340, 1118, 1365]
forest-office: OFFICE OF THE: [1264, 451, 1409, 471]
shree-body: ସରକାରୀ (ପ୍ରାଇଭେଟ୍) ମାର୍କେଟିଂ, ପ୍ରପର୍ଟି, ପର୍ସନାଲ, ବିଜନେସ୍, କୃଷି ଋଣ ମାତ୍ର 12 ଘଣ୍ଟାରେ ପାଆନ୍ତୁ 50 ଲକ୍ଷ: [10, 1499, 172, 1578]
utility-box: ନେସ୍କୋ ୟୁଟିଲିଟି ଉତ୍ତର ପ୍ରଦେଶ ଓ ବାଲେଶ୍ୱର, ଟେଲି: ୦୬୭୮୨-୨୬୮୦୨୯: [1132, 1510, 1251, 1565]
utility-headers: [1132, 1510, 1495, 1565]
bsnl-more: For detailed information, please log on to the website www.tenderwizard.com/BSNL: [1138, 1064, 1434, 1092]
idco-logo: idco: [1138, 1184, 1195, 1212]
public-notice-heading: ସର୍ବସାଧାରଣ ବିଜ୍ଞପ୍ତି: [1140, 1580, 1487, 1604]
shree-phone-2: 08607530179: [29, 1620, 161, 1640]
public-notice-signature-2: (ନେସ୍କୋ, ସାଉଥକୋ ଓ ୱେଷ୍ଟକୋ ୟୁଟିଲିଟି): [1294, 2070, 1487, 2084]
admission-para-2: Eligibility for Executive MBA: Any graduate from a recognized University/Institute with a minimum of 2 years work experience. Candidates with professional degrees such as CA, CS, ICWA; Entrepreneurs and Self-Employed persons with own SSIs, are also eligible for admission.: [1138, 198, 1489, 281]
forest-ad: [1132, 445, 1495, 820]
municipal-body: Sealed quotations are invited from the intending registered Firms, NGOs/Organization and Contractors desirous of executing the cleaning work of the following 10nos. of wards each separately of Rairangpur Municipality which includes road sweeping, cleaning, drain cleaning, garbage lifting, door to door collection, bush cutting, spraying of disinfectants, lifting of garbages to identified collection point of Municipality and then to the dumping yard. The minimum labours requirement for cleaning work of wards and the terms and conditions are detail can be seen in the Office of Rairangpur Municipality in office hour excluding holidays from the date of 3.6.2015 to 17.6.2015. The contact shall be for a period of one year. So as to reach the Executive Officer, Rairangpur Municipality by 2 PM on dt. 17.06.2015 will be opened on same day i.e. dt. 17.06.2015 on 4 PM in presence of the tenderers or their authorized representatives. The intending bidders shall have to deposit the cost (Non-refundable) towards tender documents either in cash / Bank Draft from any Nationalized Bank drawn in favour of Executive Officer, Rairangpur Municipality payable at Rairangpur.: [572, 1436, 1118, 1615]
ouat-table: [12, 1950, 553, 2039]
bsnl-office: O/o the Executive Engineer (C), BSNL Civil Division, Berhampur, 2nd Floor, Microwave Building, Brahmangar, Berhampur-760004, ODISHA, PIN - 760004, Ph. No. 06802280280: [1141, 880, 1486, 913]
indianoil-contact: Contact Person : Chief Project Manager (Contract Cell), Tel No : +91672-252063 / 252086 / +919238121574: [940, 185, 1117, 218]
ouat-para-2: The Quotationer shall have to furnish (i) EMD in shape of NSC/KVP/POTD/FD in schedule bank amounting 1% of the quoted amount duly pledged in favour of DPP, OUAT payable at Bhubaneswar, (ii) Attested photocopies of Valid VATCC, PAN Card and valid registration certificate.: [12, 2151, 553, 2206]
bsnl-signature-1: Executive Engineer (Civil): [1329, 1092, 1489, 1106]
guest-intro: ଉକ୍ତ ଉଦ୍‌ଘାଟନ ଉତ୍ସବରେ ଯୋଗଦାନ କରିବେ: [577, 652, 814, 668]
jandhan-reg: (REGD. NO. - 91BG1K0096): [26, 1089, 164, 1100]
guest-item: ଶ୍ରୀଯୁକ୍ତ ପ୍ରିୟଦର୍ଶୀ ମିଶ୍ର, ମାନ୍ୟବର ବିଧାୟକ, ଭୁବନେଶ୍ୱର, ଉତ୍ତର: [622, 762, 814, 796]
municipal-eligibility-items: (i) PAN Card, (ii) Labour License, (iii) Valid E.P.F. Registration Certificate, (iv) Valid Service Tax Clearance Certificate, (v) Valid ISO Certificate, (vi) VAT Clearance.: [572, 1856, 1118, 1884]
jandhan-line-2: ଏଗ୍ରିକଲ୍ଚର୍, ରାସନ କାର୍ଡ: [23, 1116, 167, 1133]
jandhan-offer: 2% ସୁଧ 50% ରିହାତି: [10, 1136, 180, 1156]
